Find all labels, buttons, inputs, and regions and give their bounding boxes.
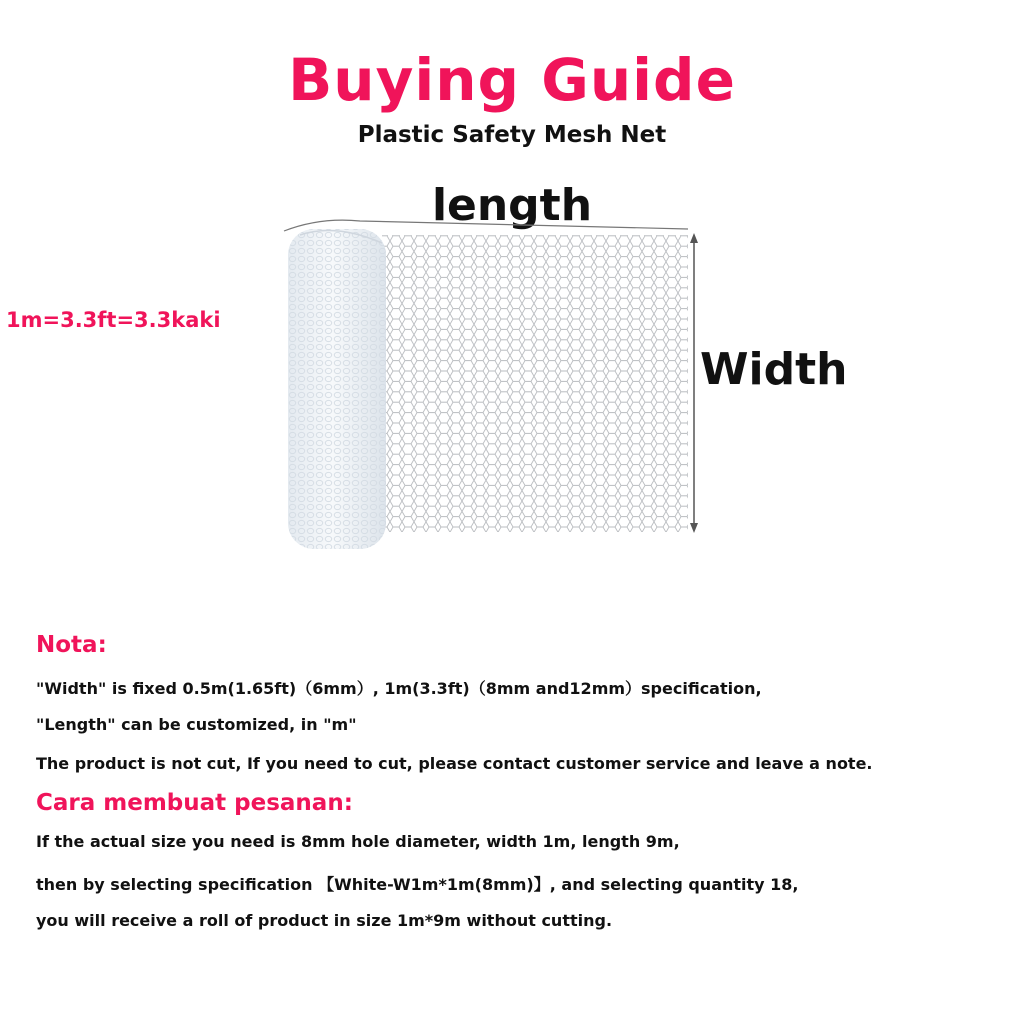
length-label: length [431,180,593,231]
mesh-sheet [382,235,688,532]
order-line: you will receive a roll of product in size 1m*9m without cutting. [36,911,613,930]
nota-heading: Nota: [36,632,107,658]
page-subtitle: Plastic Safety Mesh Net [357,122,667,148]
nota-line: "Length" can be customized, in "m" [36,715,357,734]
order-heading: Cara membuat pesanan: [36,790,353,816]
width-label: Width [700,344,848,395]
page-title: Buying Guide [288,46,736,114]
order-line: If the actual size you need is 8mm hole diameter, width 1m, length 9m, [36,832,680,851]
unit-conversion-label: 1m=3.3ft=3.3kaki [6,308,221,332]
order-line: then by selecting specification 【White-W1m*1m(8mm)】, and selecting quantity 18, [36,875,799,894]
nota-line: "Width" is fixed 0.5m(1.65ft)（6mm）, 1m(3.3ft)（8mm and12mm）specification, [36,679,762,698]
mesh-roll-illustration [270,215,710,560]
nota-line: The product is not cut, If you need to cut, please contact customer service and leave a note. [36,754,873,773]
